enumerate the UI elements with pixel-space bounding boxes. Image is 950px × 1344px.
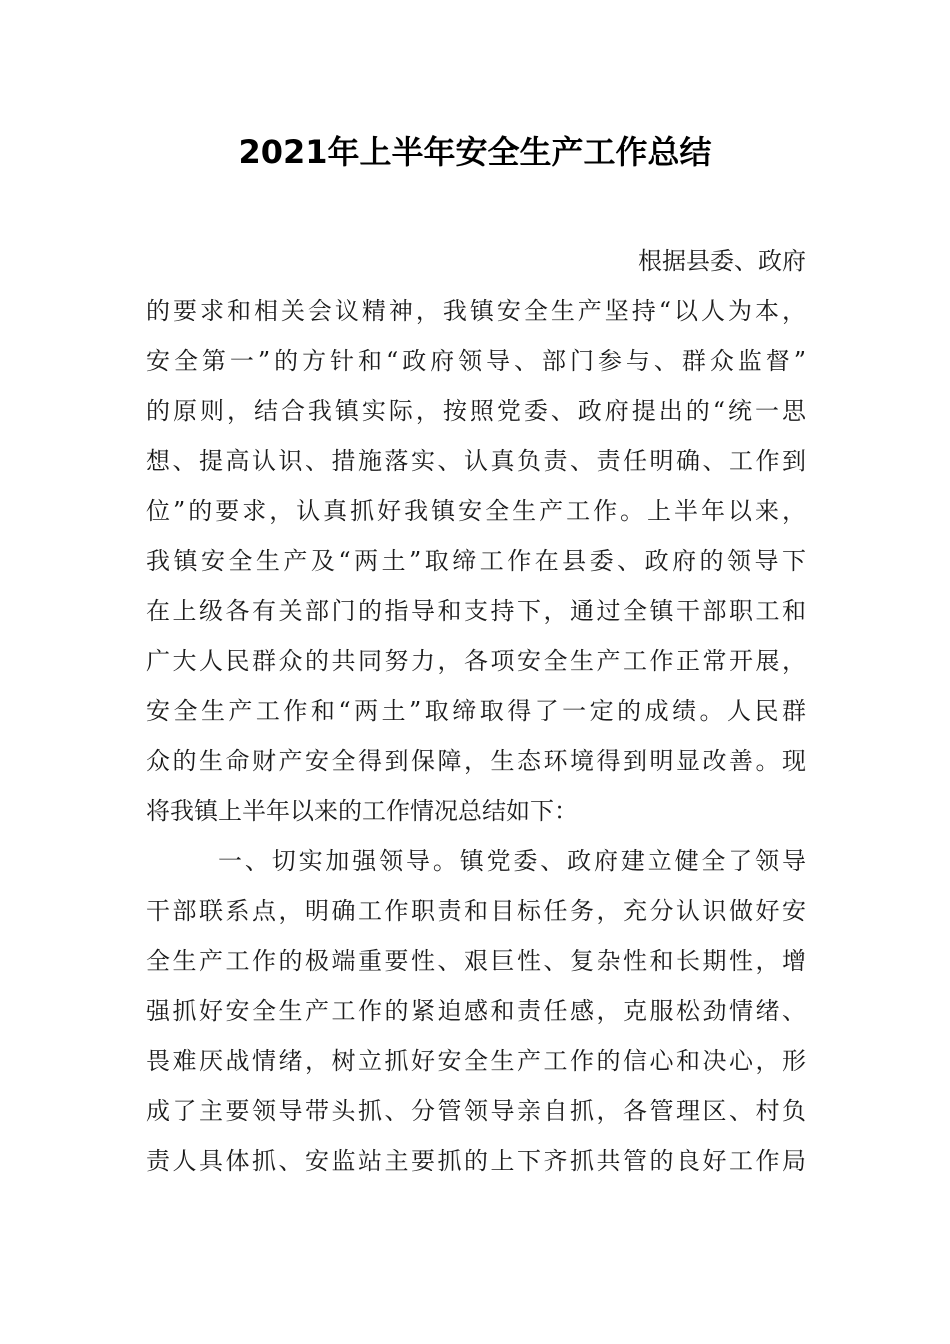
text-line: 责人具体抓、安监站主要抓的上下齐抓共管的良好工作局	[146, 1147, 806, 1175]
text-line: 广大人民群众的共同努力，各项安全生产工作正常开展，	[146, 647, 806, 675]
text-line: 我镇安全生产及“两土”取缔工作在县委、政府的领导下	[146, 547, 806, 575]
text-line: 成了主要领导带头抓、分管领导亲自抓，各管理区、村负	[146, 1097, 806, 1125]
text-line: 位”的要求，认真抓好我镇安全生产工作。上半年以来，	[146, 497, 806, 525]
document-title: 2021年上半年安全生产工作总结	[238, 133, 712, 171]
text-line: 的要求和相关会议精神，我镇安全生产坚持“以人为本，	[146, 297, 806, 325]
text-line: 众的生命财产安全得到保障，生态环境得到明显改善。现	[146, 747, 806, 775]
text-line: 强抓好安全生产工作的紧迫感和责任感，克服松劲情绪、	[146, 997, 806, 1025]
paragraph-leadership	[146, 836, 806, 1186]
text-line: 安全第一”的方针和“政府领导、部门参与、群众监督”	[146, 347, 806, 375]
paragraph-intro	[146, 236, 806, 836]
text-line: 在上级各有关部门的指导和支持下，通过全镇干部职工和	[146, 597, 806, 625]
text-line: 畏难厌战情绪，树立抓好安全生产工作的信心和决心，形	[146, 1047, 806, 1075]
text-line: 干部联系点，明确工作职责和目标任务，充分认识做好安	[146, 897, 806, 925]
text-line: 将我镇上半年以来的工作情况总结如下：	[146, 797, 578, 825]
text-line: 一、切实加强领导。镇党委、政府建立健全了领导	[218, 847, 806, 875]
text-line: 的原则，结合我镇实际，按照党委、政府提出的“统一思	[146, 397, 806, 425]
text-line: 根据县委、政府	[638, 247, 806, 275]
text-line: 安全生产工作和“两土”取缔取得了一定的成绩。人民群	[146, 697, 806, 725]
text-line: 全生产工作的极端重要性、艰巨性、复杂性和长期性，增	[146, 947, 806, 975]
text-line: 想、提高认识、措施落实、认真负责、责任明确、工作到	[146, 447, 806, 475]
document-body	[146, 236, 806, 1186]
